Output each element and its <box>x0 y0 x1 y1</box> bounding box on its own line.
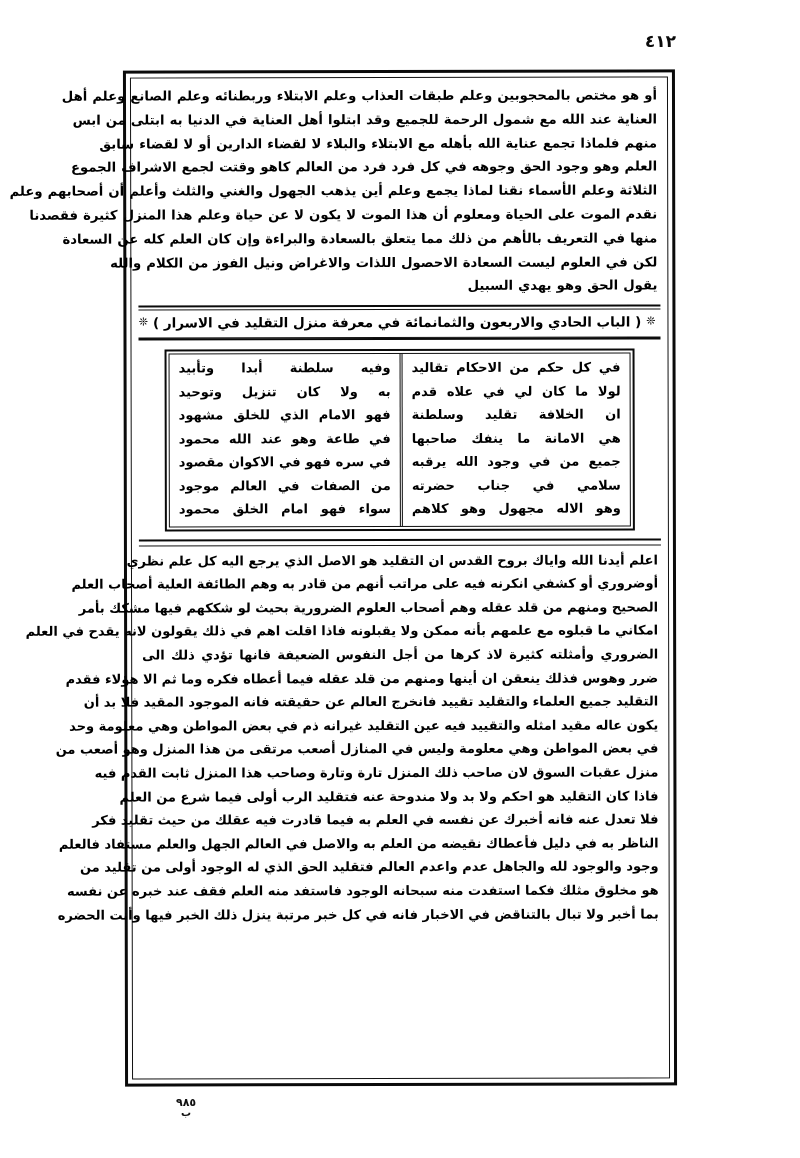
top-text-block <box>9 81 660 301</box>
chapter-heading <box>138 309 660 339</box>
quire-signature-mark: ب <box>181 1108 192 1119</box>
text-line: الناظر به في دليل فأعطاك نقيضه من العلم به والاصل في العالم الجهل والعلم مستفاد فالعلم <box>58 836 659 853</box>
ornament-star-icon: ❊ <box>138 315 149 329</box>
text-line: العناية عند الله مع شمول الرحمة للجميع وقد ابتلوا أهل العناية في الدنيا به ابتلى من ابس <box>72 112 658 129</box>
text-line: فلا تعدل عنه فانه أخبرك عن نفسه في العلم به فيما قادرت فيه عقلك من حيث تقليد فكر <box>92 812 659 829</box>
text-line: ضرر وهوس فذلك ينعقن ان أينها ومنهم من قلد عقله فيما أعطاه فكره وما ثم الا هؤلاء فقدم <box>65 671 659 688</box>
quire-signature <box>176 1096 196 1119</box>
text-line: التقليد جميع العلماء والتقليد تقييد فانخرج العالم عن حقيقته فانه الموجود المقيد فلا بد أن <box>83 694 659 711</box>
verse-line: وهو الاله مجهول وهو كلاهم <box>411 501 621 518</box>
verse-line: سواء فهو امام الخلق محمود <box>178 502 391 518</box>
verse-line: سلامي في جناب حضرته <box>411 478 621 494</box>
text-line: الصحيح ومنهم من قلد عقله وهم أصحاب العلوم الضرورية بحيث لو شككهم فيها مشكك بأمر <box>78 600 659 617</box>
text-line: هو مخلوق مثلك فكما استفدت منه سبحانه الوجود فاستفد منه العلم فقف عند خبره عن نفسه <box>66 883 659 900</box>
text-line: اعلم أيدنا الله واياك بروح القدس ان التقليد هو الاصل الذي يرجع اليه كل علم نظري <box>126 553 658 570</box>
text-line: بما أخبر ولا تبال بالتناقض في الاخبار فانه في كل خبر مرتبة ينزل ذلك الخبر فيها وأنت الحضره <box>57 907 659 924</box>
verse-line: ان الخلافة تقليد وسلطنة <box>411 407 621 424</box>
quire-signature-number: ٩٨٥ <box>176 1096 197 1109</box>
verse-line: هي الامانة ما ينفك صاحبها <box>411 431 621 447</box>
text-frame <box>9 69 677 1086</box>
text-line: فاذا كان التقليد هو احكم ولا بد ولا مندوحة عنه فتقليد الرب أولى فيما شرع من العلم <box>119 789 659 806</box>
verse-table <box>165 349 635 531</box>
text-line: يكون عاله مقيد امثله والتقييد فيه عين التقليد غيرانه ذم في بعض المواطن وهي معلومة وحد <box>69 718 659 735</box>
text-line: نقدم الموت على الحياة ومعلوم أن هذا الموت لا يكون لا عن حياة وعلم هذا المنزل كثيرة فقصدنا <box>29 207 658 224</box>
verse-line: جميع من في وجود الله يرقبه <box>411 454 621 471</box>
ornament-star-icon: ❊ <box>646 314 656 328</box>
verse-line: في سره فهو في الاكوان مقصود <box>178 455 391 471</box>
text-line: العلم وهو وجود الحق وجوهه في كل فرد فرد من العالم كاهو وقتت لجمع الاشراف الجموع <box>71 159 658 177</box>
text-line: وجود والوجود لله والجاهل عدم واعدم العالم فتقليد الحق الذي له الوجود أولى من تقليد من <box>79 859 659 877</box>
verse-column-right <box>400 354 630 526</box>
verse-line: فهو الامام الذي للخلق مشهود <box>178 408 391 424</box>
chapter-heading-band <box>138 305 660 341</box>
text-line: امكاني ما قبلوه مع علمهم بأنه ممكن ولا يقبلونه فاذا اقلت اهم في ذلك يقولون لانه يقدح في العلم <box>25 623 659 641</box>
chapter-heading-text: ( الباب الحادي والاربعون والثمانمائة في معرفة منزل التقليد في الاسرار ) <box>152 314 642 332</box>
text-line: منزل عقبات السوق لان صاحب ذلك المنزل تارة وتارة وصاحب هذا المنزل ثابت القدم فيه <box>94 765 659 782</box>
verse-table-inner <box>169 353 631 527</box>
text-line: يقول الحق وهو يهدي السبيل <box>467 278 658 295</box>
text-line: الضروري وأمثلته كثيرة لاذ كرها من أجل النفوس الضعيفة فانها تؤدي ذلك الى <box>142 647 659 664</box>
chapter-heading-row <box>138 315 660 332</box>
verse-line: لولا ما كان لي في علاه قدم <box>411 384 621 400</box>
verse-line: وفيه سلطنة أبدا وتأبيد <box>178 361 391 377</box>
text-line: منهم فلماذا تجمع عناية الله بأهله مع الابتلاء والبلاء لا لقضاء الدارين أو لا لقضاء سابق <box>99 136 658 153</box>
text-line: الثلاثة وعلم الأسماء نقنا لماذا يجمع وعلم أين يذهب الجهول والغني والثلث وأعلم أن أصحابهم وعلم <box>9 183 658 201</box>
verse-column-left <box>170 354 400 526</box>
verse-line: في كل حكم من الاحكام تقاليد <box>411 360 621 377</box>
text-line: في بعض المواطن وهي معلومة وليس في المنازل أصعب مرتقى من هذا المنزل وهو أصعب من <box>55 741 659 759</box>
text-line: منها في التعريف بالأهم من ذلك مما يتعلق بالسعادة والبراءة وإن كان العلم كله عن السعادة <box>62 231 658 248</box>
verse-line: في طاعة وهو عند الله محمود <box>178 431 391 448</box>
folio-number: ٤١٢ <box>644 32 676 52</box>
text-line: لكن في العلوم ليست السعادة الاحصول اللذات والاغراض ونيل الفوز من الكلام والله <box>110 255 658 272</box>
bottom-text-block <box>25 538 662 1074</box>
bottom-text-body <box>25 544 662 928</box>
text-line: أوضروري أو كشفي انكرنه فيه على مراتب أنهم من قادر به وهم الطائفة العلية أصحاب العلم <box>71 576 659 593</box>
verse-line: من الصفات في العالم موجود <box>178 478 391 495</box>
verse-line: به ولا كان تنزيل وتوحيد <box>178 384 391 401</box>
text-line: أو هو مختص بالمحجوبين وعلم طبقات العذاب وعلم الابتلاء وربطنائه وعلم الصانع وعلم أهل <box>61 88 658 105</box>
text-frame-inner <box>9 76 670 1079</box>
